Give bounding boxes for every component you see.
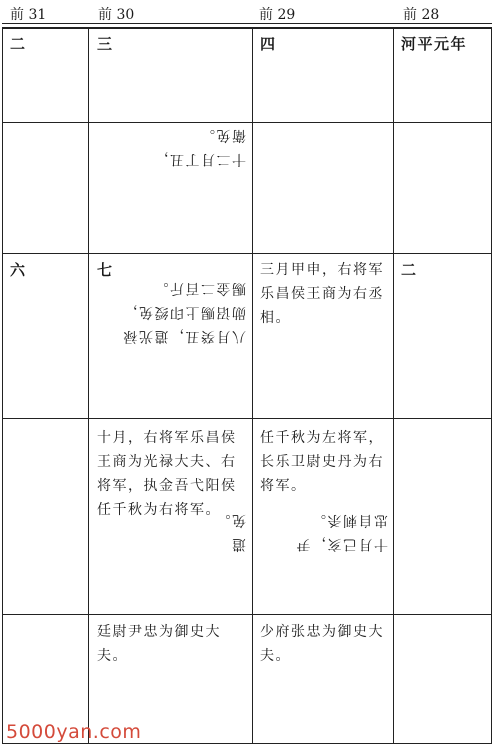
row-divider <box>2 122 492 123</box>
year-header-28: 前 28 <box>403 7 440 23</box>
table-top-rule-2 <box>2 27 492 29</box>
year-header-30: 前 30 <box>98 7 135 23</box>
cell-r3-c1: 六 <box>10 261 27 279</box>
cell-r5-c2: 廷尉尹忠为御史大夫。 <box>97 624 221 664</box>
inverted-line: 十月己亥，尹 <box>295 536 388 552</box>
cell-r4-c2-inverted <box>200 508 246 556</box>
cell-r1-c1: 二 <box>10 35 27 53</box>
inverted-line: 衛免。 <box>199 127 246 143</box>
inverted-line: 赐金二百斤。 <box>153 280 246 296</box>
column-divider <box>252 27 253 744</box>
column-border-right <box>491 27 492 744</box>
cell-r3-c3: 三月甲申，右将军乐昌侯王商为右丞相。 <box>260 262 384 326</box>
cell-r3-c2-inverted <box>108 276 246 348</box>
inverted-line: 遣免。 <box>215 512 246 552</box>
year-header-29: 前 29 <box>259 7 296 23</box>
cell-r4-c3: 任千秋为左将军，长乐卫尉史丹为右将军。 <box>260 430 384 494</box>
cell-r4-c3-inverted <box>280 508 388 556</box>
column-border-left <box>2 27 3 744</box>
row-divider <box>2 614 492 615</box>
inverted-line: 八月癸丑，遣光禄 <box>122 328 246 344</box>
column-divider <box>393 27 394 744</box>
cell-r2-c2-inverted <box>150 123 246 171</box>
cell-r4-c2: 十月，右将军乐昌侯王商为光禄大夫、右将军，执金吾弋阳侯任千秋为右将军。 <box>97 430 237 518</box>
cell-r3-c2: 七 <box>97 261 114 279</box>
table-top-rule-1 <box>2 23 492 24</box>
year-header-31: 前 31 <box>10 7 47 23</box>
watermark: 5000yan.com <box>6 721 142 743</box>
inverted-line: 十二月丁丑， <box>153 151 246 167</box>
cell-r1-c3: 四 <box>260 35 277 53</box>
table-bottom-rule <box>2 743 492 744</box>
cell-r1-c2: 三 <box>97 35 114 53</box>
cell-r1-c4: 河平元年 <box>401 35 468 53</box>
cell-r3-c4: 二 <box>401 261 418 279</box>
cell-r5-c3: 少府张忠为御史大夫。 <box>260 624 384 664</box>
inverted-line: 忠自刺杀。 <box>310 512 388 528</box>
inverted-line: 勋诏赐上印绶免， <box>122 304 246 320</box>
row-divider <box>2 253 492 254</box>
row-divider <box>2 418 492 419</box>
column-divider <box>88 27 89 744</box>
